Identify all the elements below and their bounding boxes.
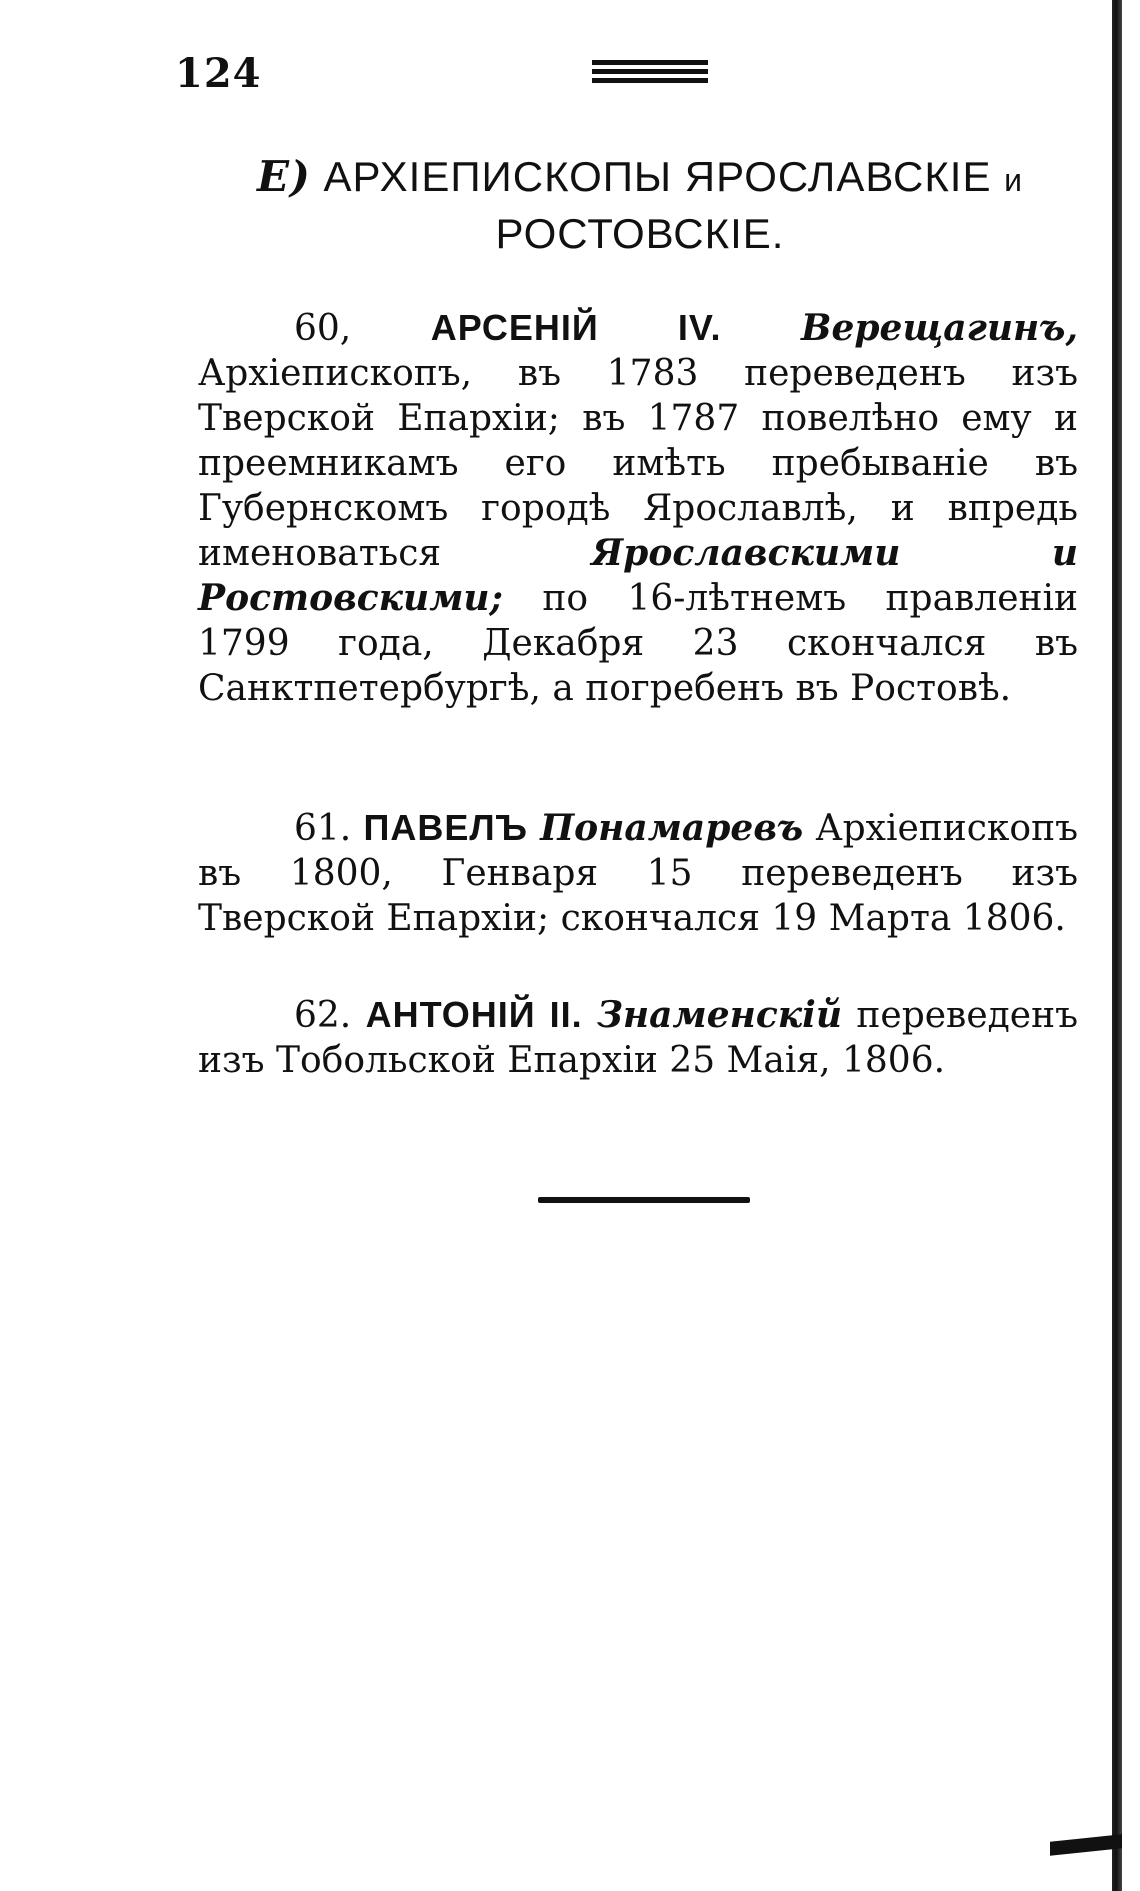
section-title-line1: АРХІЕПИСКОПЫ ЯРОСЛАВСКІЕ	[323, 153, 992, 200]
entry-text: Архіепископъ въ 1800, Генваря 15 переведенъ изъ Тверской Епархіи; скончался 19 Марта 1806.	[198, 808, 1078, 939]
entry-text-continued: по 16-лѣтнемъ правленіи 1799 года, Декабря 23 скончался въ Санктпетербургѣ, а погребенъ въ Ростовѣ.	[198, 578, 1078, 709]
entry-text: переведенъ изъ Тобольской Епархіи 25 Маія, 1806.	[198, 995, 1078, 1081]
page-binding-edge	[1112, 0, 1122, 1891]
entry-surname: Верещагинъ,	[801, 307, 1078, 349]
entry-name: АНТОНІЙ II.	[365, 994, 583, 1035]
entry-surname: Знаменскій	[596, 994, 843, 1036]
entry-number: 61.	[294, 808, 352, 849]
entry-number: 62.	[294, 995, 352, 1036]
entry-number: 60,	[294, 308, 352, 349]
section-letter: Е)	[256, 152, 311, 201]
entry-62	[198, 992, 1078, 1083]
section-end-rule	[538, 1197, 750, 1203]
section-title-conjunction: и	[1004, 162, 1024, 198]
entry-60	[198, 305, 1078, 711]
section-title-line2: РОСТОВСКІЕ.	[495, 210, 785, 257]
entry-61	[198, 805, 1078, 941]
entry-text: Архіепископъ, въ 1783 переведенъ изъ Тверской Епархіи; въ 1787 повелѣно ему и преемникамъ его имѣть пребываніе въ Губернскомъ городѣ Ярославлѣ, и впредь именоваться	[198, 353, 1078, 574]
header-ornament-rule	[592, 60, 708, 84]
entry-italic-text: Ярославскими и Ростовскими;	[198, 532, 1078, 619]
entry-name: АРСЕНІЙ IV.	[430, 307, 722, 348]
entry-surname: Понамаревъ	[540, 807, 804, 849]
entry-name: ПАВЕЛЪ	[363, 807, 528, 848]
section-title	[200, 150, 1080, 261]
page-number: 124	[175, 50, 262, 97]
